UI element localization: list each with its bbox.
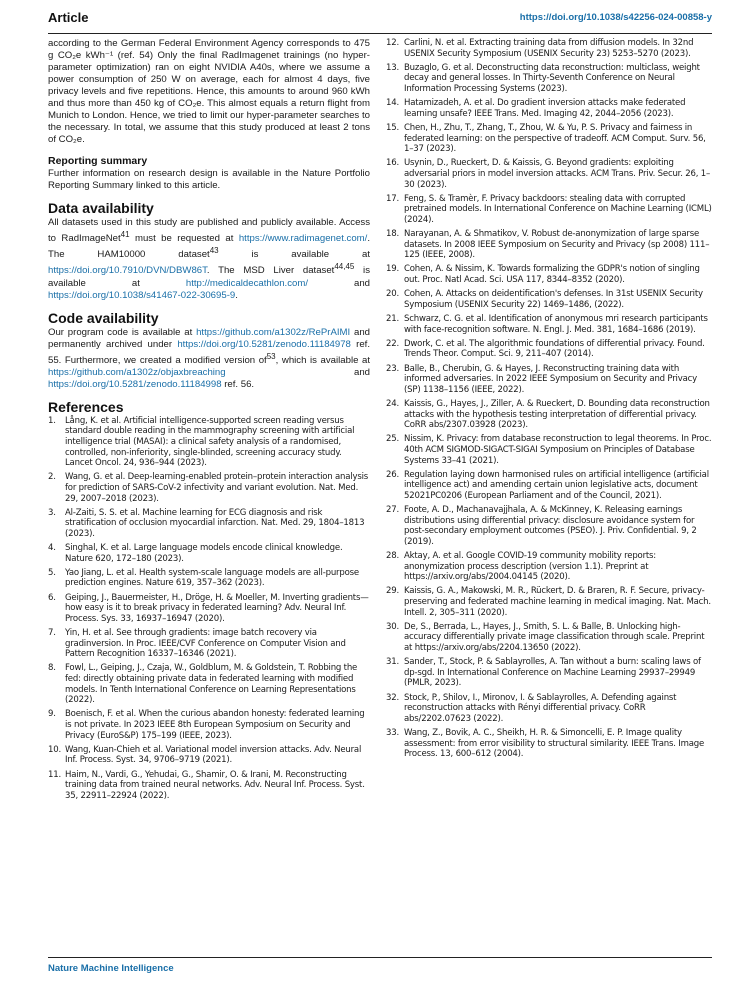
data-availability-text: All datasets used in this study are published and publicly available. Access to RadImageNet$^{41}$ must be requested at https://www.radimagenet.com/. The HAM10000 dataset$^{43}$ is available at https://doi.org/10.7910/DVN/DBW86T. The MSD Liver dataset$^{44,45}$ is available at http://medicaldecathlon.com/ and https://doi.org/10.1038/s41467-022-30695-9. — [48, 217, 370, 301]
reference-number: 32. — [386, 692, 399, 703]
reference-item — [386, 158, 712, 190]
reference-number: 22. — [386, 338, 399, 349]
reference-item — [48, 508, 370, 540]
reference-item — [386, 551, 712, 583]
reference-number: 21. — [386, 314, 399, 324]
reference-item — [48, 416, 370, 469]
reference-text: Chen, H., Zhu, T., Zhang, T., Zhou, W. & Yu, P. S. Privacy and fairness in federated learning: on the perspective of tradeoff. ACM Comput. Surv. 56, 1–37 (2023). — [404, 122, 706, 155]
reference-number: 8. — [48, 663, 56, 674]
reference-number: 26. — [386, 469, 399, 480]
reference-item — [386, 693, 712, 725]
reference-item — [48, 543, 370, 564]
reference-text: Buzaglo, G. et al. Deconstructing data reconstruction: multiclass, weight decay and general losses. In Thirty-Seventh Conference on Neural Information Processing Systems (2023). — [404, 62, 700, 94]
reference-text: Narayanan, A. & Shmatikov, V. Robust de-anonymization of large sparse datasets. In 2008 IEEE Symposium on Security and Privacy (sp 2008) 111–125 (IEEE, 2008). — [404, 229, 710, 261]
github-objaxbreaching-link[interactable]: https://github.com/a1302z/objaxbreaching — [48, 366, 226, 378]
reference-item — [386, 657, 712, 689]
reference-text: Kaissis, G. A., Makowski, M. R., Rückert, D. & Braren, R. F. Secure, privacy-preserving and federated machine learning in medical imaging. Nat. Mach. Intell. 2, 305–311 (2020). — [404, 586, 711, 618]
reference-text: Yin, H. et al. See through gradients: image batch recovery via gradinversion. In Proc. IEEE/CVF Conference on Computer Vision and Pattern Recognition 16337–16346 (2021). — [65, 628, 346, 660]
zenodo-archive-link[interactable]: https://doi.org/10.5281/zenodo.11184978 — [177, 338, 351, 350]
reference-item — [386, 63, 712, 95]
carbon-paragraph: according to the German Federal Environment Agency corresponds to 475 g CO₂e kWh⁻¹ (ref. 54) Only the final RadImagenet trainings (no hyper-parameter optimization) ran on eight NVIDIA A40s, where we assume a power consumption of 250 W on average, each for almost 4 days, five privacy levels and five repetitions. Hence, this amounts to around 960 kWh and thus more than 450 kg of CO₂e. This almost equals a return flight from Munich to London. Hence, we tried to limit our hyper-parameter searches to the necessary. In total, we assume that this study produced at least 2 tons of CO₂e. — [48, 38, 370, 145]
reference-number: 19. — [386, 264, 399, 275]
code-availability-text: Our program code is available at https://github.com/a1302z/RePrAIMI and permanently archived under https://doi.org/10.5281/zenodo.11184978 ref. 55. Furthermore, we created a modified version $of^{53}$, which is available at https://github.com/a1302z/objaxbreaching and https://doi.org/10.5281/zenodo.11184998 ref. 56. — [48, 326, 371, 390]
reporting-summary-text: Further information on research design is available in the Nature Portfolio Reporting Summary linked to this article. — [48, 168, 370, 191]
reference-item — [386, 505, 712, 547]
reference-number: 9. — [48, 709, 56, 720]
references-list-left — [48, 416, 370, 802]
reference-number: 33. — [386, 727, 399, 738]
references-heading: References — [48, 398, 124, 415]
reference-number: 30. — [386, 621, 399, 632]
reference-number: 29. — [386, 586, 399, 597]
reference-text: De, S., Berrada, L., Hayes, J., Smith, S. L. & Balle, B. Unlocking high-accuracy differentially private image classification through scale. Preprint at https://arxiv.org/abs/2204.13650 (2022). — [404, 621, 705, 653]
reference-item — [386, 38, 712, 59]
reference-item — [386, 264, 712, 285]
reference-number: 23. — [386, 363, 399, 374]
data-availability-heading: Data availability — [48, 200, 154, 216]
reference-item — [48, 593, 370, 625]
ham10000-link[interactable]: https://doi.org/10.7910/DVN/DBW86T — [48, 265, 207, 277]
reference-text: Haim, N., Vardi, G., Yehudai, G., Shamir, O. & Irani, M. Reconstructing training data from trained neural networks. Adv. Neural Inf. Process. Syst. 35, 22911–22924 (2022). — [65, 769, 365, 801]
reference-item — [386, 622, 712, 654]
reference-number: 25. — [386, 434, 399, 445]
reference-text: Hatamizadeh, A. et al. Do gradient inversion attacks make federated learning unsafe? IEEE Trans. Med. Imaging 42, 2044–2056 (2023). — [404, 98, 686, 119]
reference-number: 16. — [386, 158, 399, 169]
reference-number: 11. — [48, 769, 61, 780]
reference-item — [386, 194, 712, 226]
reference-number: 27. — [386, 505, 399, 516]
reference-text: Al-Zaiti, S. S. et al. Machine learning for ECG diagnosis and risk stratification of occlusion myocardial infarction. Nat. Med. 29, 1804–1813 (2023). — [65, 507, 365, 539]
references-list-right — [386, 38, 712, 760]
reference-number: 18. — [386, 229, 399, 240]
reference-item — [48, 745, 370, 766]
header-rule — [48, 33, 712, 34]
reference-number: 15. — [386, 122, 399, 133]
reference-text: Schwarz, C. G. et al. Identification of anonymous mri research participants with face-recognition software. N. Engl. J. Med. 381, 1684–1686 (2019). — [404, 314, 708, 335]
reference-number: 14. — [386, 98, 399, 109]
reference-number: 6. — [48, 592, 56, 603]
doi-link[interactable]: https://doi.org/10.1038/s42256-024-00858-y — [519, 11, 712, 23]
reference-number: 2. — [48, 472, 56, 483]
section-label: Article — [48, 9, 89, 25]
reference-number: 10. — [48, 744, 61, 755]
reference-text: Regulation laying down harmonised rules on artificial intelligence (artificial intelligence act) and amending certain union legislative acts, document 52021PC0206 (European Parliament and of the Council, 2021). — [404, 469, 709, 501]
reference-item — [386, 123, 712, 155]
reference-text: Aktay, A. et al. Google COVID-19 community mobility reports: anonymization process description (version 1.1). Preprint at https://arxiv.org/abs/2004.04145 (2020). — [404, 551, 656, 583]
left-column — [48, 38, 370, 805]
msd-liver-doi-link[interactable]: https://doi.org/10.1038/s41467-022-30695-9 — [48, 289, 236, 301]
reference-text: Boenisch, F. et al. When the curious abandon honesty: federated learning is not private. In 2023 IEEE 8th European Symposium on Security and Privacy (EuroS&P) 175–199 (IEEE, 2023). — [65, 709, 365, 741]
reference-text: Cohen, A. & Nissim, K. Towards formalizing the GDPR's notion of singling out. Proc. Natl Acad. Sci. USA 117, 8344–8352 (2020). — [404, 264, 700, 286]
reference-number: 17. — [386, 193, 399, 204]
reference-text: Geiping, J., Bauermeister, H., Dröge, H. & Moeller, M. Inverting gradients—how easy is it to break privacy in federated learning? Adv. Neural Inf. Process. Sys. 33, 16937–16947 (2020). — [65, 592, 369, 624]
radimagenet-link[interactable]: https://www.radimagenet.com/ — [238, 233, 368, 245]
reference-item — [386, 434, 712, 466]
reference-number: 1. — [48, 415, 56, 426]
reference-number: 5. — [48, 567, 56, 578]
reporting-summary-heading: Reporting summary — [48, 155, 148, 167]
page-header — [48, 0, 712, 34]
reference-text: Wang, Kuan-Chieh et al. Variational model inversion attacks. Adv. Neural Inf. Process. Syst. 34, 9706–9719 (2021). — [65, 744, 362, 766]
journal-footer: Nature Machine Intelligence — [48, 963, 174, 974]
reference-item — [386, 339, 712, 360]
code-availability-heading: Code availability — [48, 309, 159, 326]
reference-number: 24. — [386, 398, 399, 409]
reference-item — [48, 628, 370, 660]
medicaldecathlon-link[interactable]: http://medicaldecathlon.com/ — [185, 277, 308, 289]
reference-text: Feng, S. & Tramèr, F. Privacy backdoors: stealing data with corrupted pretrained models. In International Conference on Machine Learning (ICML) (2024). — [404, 193, 712, 225]
reference-text: Wang, Z., Bovik, A. C., Sheikh, H. R. & Simoncelli, E. P. Image quality assessment: from error visibility to structural similarity. IEEE Trans. Image Process. 13, 600–612 (2004). — [404, 727, 705, 760]
reference-text: Singhal, K. et al. Large language models encode clinical knowledge. Nature 620, 172–180 (2023). — [65, 543, 343, 564]
reference-text: Nissim, K. Privacy: from database reconstruction to legal theorems. In Proc. 40th ACM SIGMOD-SIGACT-SIGAI Symposium on Principles of Database Systems 33–41 (2021). — [404, 434, 712, 466]
reference-item — [386, 289, 712, 310]
reference-text: Wang, G. et al. Deep-learning-enabled protein–protein interaction analysis for prediction of SARS-CoV-2 infectivity and variant evolution. Nat. Med. 29, 2007–2018 (2023). — [65, 472, 369, 504]
reference-number: 20. — [386, 289, 399, 300]
reference-text: Usynin, D., Rueckert, D. & Kaissis, G. Beyond gradients: exploiting adversarial priors in model inversion attacks. ACM Trans. Priv. Secur. 26, 1–30 (2023). — [404, 158, 711, 190]
reference-item — [386, 98, 712, 119]
reference-item — [48, 770, 370, 802]
zenodo-objax-link[interactable]: https://doi.org/10.5281/zenodo.11184998 — [48, 378, 222, 390]
reference-text: Foote, A. D., Machanavajjhala, A. & McKinney, K. Releasing earnings distributions using differential privacy: disclosure avoidance system for post-secondary employment outcomes (PSEO). J. Priv. Confidential. 9, 2 (2019). — [404, 505, 697, 547]
reference-item — [386, 229, 712, 261]
reference-number: 3. — [48, 507, 56, 518]
footer-rule — [48, 957, 712, 958]
reference-text: Lång, K. et al. Artificial intelligence-supported screen reading versus standard double reading in the mammography screening with artificial intelligence trial (MASAI): a clinical safety analysis of a randomised, controlled, non-inferiority, single-blinded, screening accuracy study. Lancet Oncol. 24, 936–944 (2023). — [65, 415, 355, 469]
reference-item — [48, 568, 370, 589]
reference-item — [386, 728, 712, 760]
reference-text: Carlini, N. et al. Extracting training data from diffusion models. In 32nd USENIX Security Symposium (USENIX Security 23) 5253–5270 (2023). — [404, 38, 694, 59]
reference-item — [386, 364, 712, 396]
reference-number: 31. — [386, 657, 399, 668]
reference-item — [386, 470, 712, 502]
reference-text: Balle, B., Cherubin, G. & Hayes, J. Reconstructing training data with informed adversaries. In 2022 IEEE Symposium on Security and Privacy (SP) 1138–1156 (IEEE, 2022). — [404, 363, 697, 395]
reference-text: Dwork, C. et al. The algorithmic foundations of differential privacy. Found. Trends Theor. Comput. Sci. 9, 211–407 (2014). — [404, 338, 705, 360]
reference-item — [48, 709, 370, 741]
reference-number: 7. — [48, 628, 56, 638]
reference-text: Stock, P., Shilov, I., Mironov, I. & Sablayrolles, A. Defending against reconstruction attacks with Rényi differential privacy. CoRR abs/2202.07623 (2022). — [404, 692, 677, 724]
github-reprai-link[interactable]: https://github.com/a1302z/RePrAIMI — [196, 326, 351, 338]
reference-item — [386, 586, 712, 618]
reference-text: Yao Jiang, L. et al. Health system-scale language models are all-purpose prediction engines. Nature 619, 357–362 (2023). — [65, 567, 359, 589]
reference-text: Sander, T., Stock, P. & Sablayrolles, A. Tan without a burn: scaling laws of dp-sgd. In International Conference on Machine Learning 29937–29949 (PMLR, 2023). — [404, 657, 701, 689]
reference-item — [386, 314, 712, 335]
reference-item — [48, 472, 370, 504]
reference-text: Kaissis, G., Hayes, J., Ziller, A. & Rueckert, D. Bounding data reconstruction attacks with the hypothesis testing interpretation of differential privacy. CoRR abs/2307.03928 (2023). — [404, 398, 710, 431]
reference-number: 12. — [386, 38, 399, 48]
reference-number: 28. — [386, 551, 399, 562]
reference-number: 4. — [48, 543, 56, 554]
reference-item — [386, 399, 712, 431]
reference-text: Fowl, L., Geiping, J., Czaja, W., Goldblum, M. & Goldstein, T. Robbing the fed: directly obtaining private data in federated learning with modified models. In Tenth International Conference on Learning Representations (2022). — [65, 663, 358, 706]
reference-number: 13. — [386, 62, 399, 73]
reference-item — [48, 663, 370, 705]
right-column — [386, 38, 712, 763]
reference-text: Cohen, A. Attacks on deidentification's defenses. In 31st USENIX Security Symposium (USENIX Security 22) 1469–1486, (2022). — [404, 289, 703, 310]
